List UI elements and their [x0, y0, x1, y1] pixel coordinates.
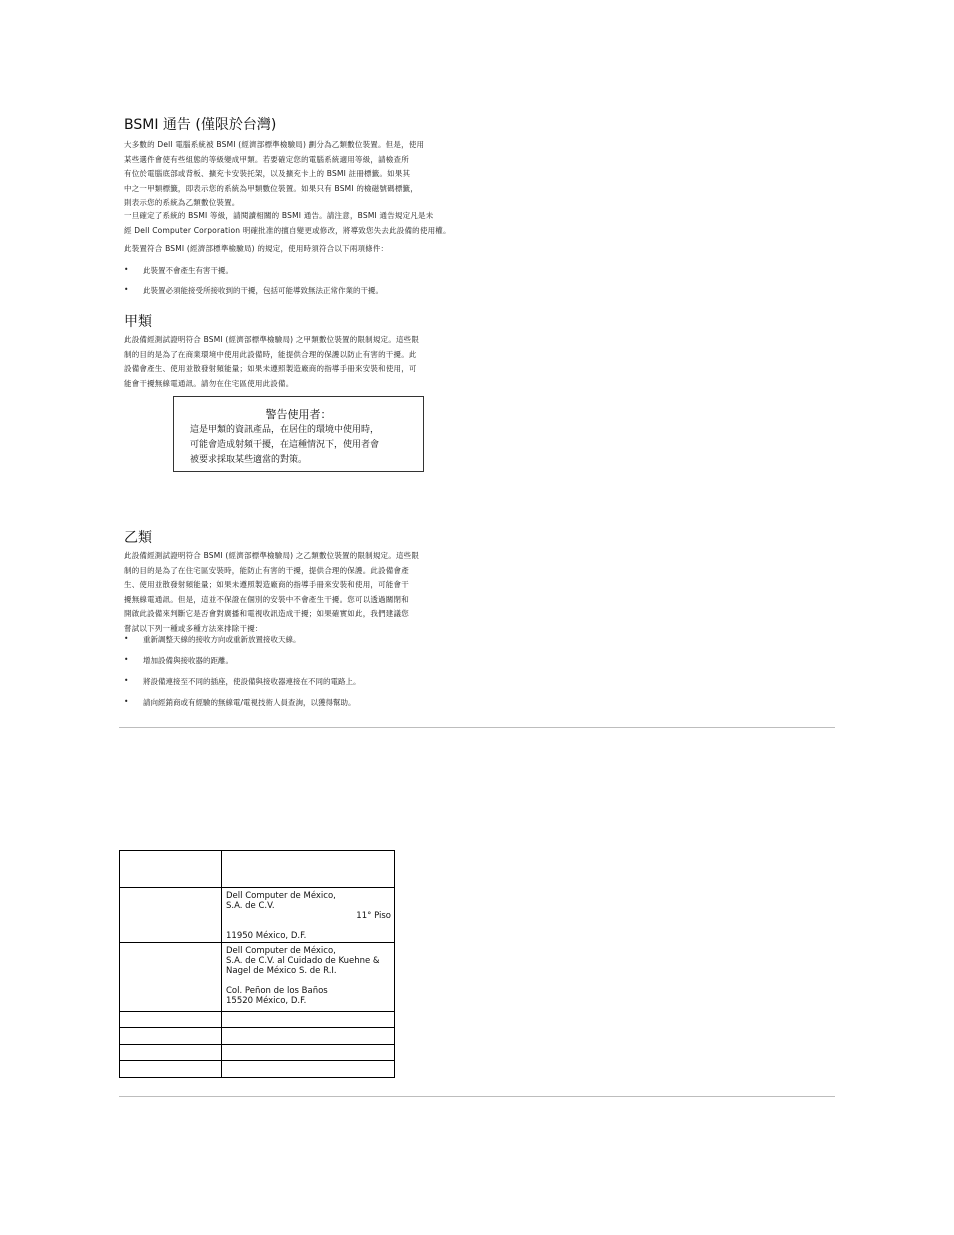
address-block — [222, 943, 394, 1006]
section-divider — [119, 727, 835, 728]
table-row — [120, 1012, 395, 1028]
text-line: S.A. de C.V. — [226, 901, 275, 911]
text-line: 某些選件會使有些組態的等級變成甲類。若要確定您的電腦系統適用等級，請檢查所 — [124, 154, 409, 164]
text-line: 則表示您的系統為乙類數位裝置。 — [124, 198, 240, 207]
table-row — [120, 851, 395, 888]
table-row — [120, 888, 395, 943]
section-divider — [119, 1096, 835, 1097]
warning-title: 警告使用者： — [265, 408, 332, 421]
table-cell — [120, 888, 222, 943]
text-line: 嘗試以下列一種或多種方法來排除干擾： — [124, 623, 263, 633]
text-line: Col. Peñon de los Baños — [226, 986, 328, 996]
bullet-icon: • — [124, 285, 129, 294]
text-line: Nagel de México S. de R.I. — [226, 966, 337, 976]
bullet-icon: • — [124, 697, 129, 706]
table-cell — [222, 1012, 395, 1028]
text-line: 此設備經測試證明符合 BSMI (經濟部標準檢驗局) 之甲類數位裝置的限制規定。這些限 — [124, 335, 420, 344]
text-line: 11° Piso — [356, 911, 391, 921]
class-b-heading: 乙類 — [124, 530, 152, 546]
table-cell — [222, 1061, 395, 1078]
text-line: 中之一甲類標籤，即表示您的系統為甲類數位裝置。如果只有 BSMI 的檢磁號碼標籤， — [124, 183, 418, 193]
text-line: S.A. de C.V. al Cuidado de Kuehne & — [226, 956, 380, 966]
bullet-icon: • — [124, 634, 129, 643]
bullet-icon: • — [124, 655, 129, 664]
class-b-paragraph — [124, 549, 484, 636]
bsmi-paragraph-2 — [124, 209, 484, 238]
warning-line: 被要求採取某些適當的對策。 — [190, 455, 308, 465]
text-line: 一旦確定了系統的 BSMI 等級，請閱讀相關的 BSMI 通告。請注意，BSMI 通告規定凡是未 — [124, 211, 434, 220]
text-line: 有位於電腦底部或背板、擴充卡安裝托架，以及擴充卡上的 BSMI 註冊標籤。如果其 — [124, 169, 411, 178]
text-line: 此設備經測試證明符合 BSMI (經濟部標準檢驗局) 之乙類數位裝置的限制規定。這些限 — [124, 551, 420, 560]
table-cell — [222, 943, 395, 1012]
text-line: 經 Dell Computer Corporation 明確批准的擅自變更或修改，將導致您失去此設備的使用權。 — [124, 225, 451, 235]
bsmi-paragraph-1 — [124, 138, 484, 211]
text-line: 制的目的是為了在商業環境中使用此設備時，能提供合理的保護以防止有害的干擾。此 — [124, 349, 417, 359]
text-line: Dell Computer de México, — [226, 891, 336, 901]
text-line: 11950 México, D.F. — [226, 931, 307, 941]
bullet-icon: • — [124, 676, 129, 685]
table-row — [120, 1028, 395, 1045]
bsmi-heading: BSMI 通告 (僅限於台灣) — [124, 117, 277, 133]
table-row — [120, 1045, 395, 1061]
table-row — [120, 1061, 395, 1078]
table-cell — [120, 1045, 222, 1061]
text-line: 制的目的是為了在住宅區安裝時，能防止有害的干擾，提供合理的保護。此設備會產 — [124, 565, 409, 575]
class-a-paragraph — [124, 333, 484, 391]
table-cell — [120, 851, 222, 888]
text-line: 開啟此設備來判斷它是否會對廣播和電視收訊造成干擾；如果確實如此，我們建議您 — [124, 609, 409, 618]
text-line: 15520 México, D.F. — [226, 996, 307, 1006]
table-cell — [120, 1061, 222, 1078]
warning-box — [173, 396, 424, 472]
class-a-heading: 甲類 — [124, 314, 152, 330]
table-cell — [120, 1028, 222, 1045]
address-block — [222, 888, 394, 941]
table-cell — [222, 888, 395, 943]
table-cell — [222, 1045, 395, 1061]
bsmi-paragraph-3: 此裝置符合 BSMI (經濟部標準檢驗局) 的規定，使用時須符合以下兩項條件： — [124, 244, 389, 253]
bullet-icon: • — [124, 265, 129, 274]
text-line: 生、使用並散發射頻能量；如果未遵照製造廠商的指導手冊來安裝和使用，可能會干 — [124, 580, 409, 589]
table-row — [120, 943, 395, 1012]
text-line: 擾無線電通訊。但是，這並不保證在個別的安裝中不會產生干擾。您可以透過關閉和 — [124, 594, 409, 604]
table-cell — [222, 1028, 395, 1045]
warning-line: 可能會造成射頻干擾，在這種情況下，使用者會 — [190, 440, 380, 450]
text-line: 大多數的 Dell 電腦系統被 BSMI (經濟部標準檢驗局) 劃分為乙類數位裝置。但是，使用 — [124, 140, 425, 149]
text-line: 設備會產生、使用並散發射頻能量；如果未遵照製造廠商的指導手冊來安裝和使用，可 — [124, 364, 417, 373]
table-cell — [120, 943, 222, 1012]
warning-line: 這是甲類的資訊產品，在居住的環境中使用時， — [190, 425, 380, 435]
info-table — [119, 850, 395, 1078]
table-cell — [222, 851, 395, 888]
text-line: Dell Computer de México, — [226, 946, 336, 956]
table-cell — [120, 1012, 222, 1028]
text-line: 能會干擾無線電通訊。請勿在住宅區使用此設備。 — [124, 378, 294, 388]
